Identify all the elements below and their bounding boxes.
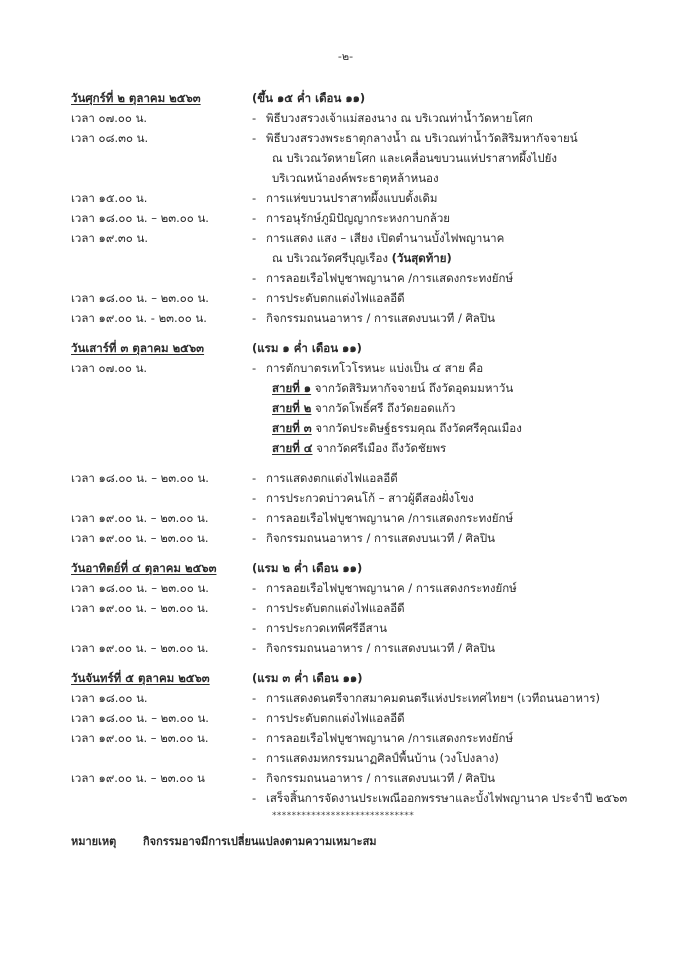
last-day-note: (วันสุดท้าย)	[391, 251, 452, 265]
time: เวลา ๑๙.๐๐ น. – ๒๓.๐๐ น.	[71, 731, 209, 745]
schedule-row	[0, 288, 691, 308]
activity: พิธีบวงสรวงพระธาตุกลางน้ำ ณ บริเวณท่าน้ำวัดสิริมหากัจจายน์	[266, 131, 578, 145]
time: เวลา ๑๘.๐๐ น. – ๒๓.๐๐ น.	[71, 471, 209, 485]
activity: การอนุรักษ์ภูมิปัญญากระหงกาบกล้วย	[266, 211, 451, 225]
time: เวลา ๑๙.๐๐ น. – ๒๓.๐๐ น.	[71, 511, 209, 525]
activity: การประดับตกแต่งไฟแอลอีดี	[266, 601, 405, 615]
schedule-row	[0, 708, 691, 728]
bullet-dash: -	[252, 791, 257, 805]
time: เวลา ๐๘.๓๐ น.	[71, 131, 149, 145]
separator-row	[0, 806, 691, 826]
schedule-row-continued	[0, 168, 691, 188]
activity: กิจกรรมถนนอาหาร / การแสดงบนเวที / ศิลปิน	[266, 641, 495, 655]
schedule-row	[0, 308, 691, 328]
schedule-row-continued	[0, 148, 691, 168]
note-text: กิจกรรมอาจมีการเปลี่ยนแปลงตามความเหมาะสม	[143, 835, 377, 848]
bullet-dash: -	[252, 731, 257, 745]
route-label: สายที่ ๑	[272, 381, 312, 395]
schedule-row	[0, 768, 691, 788]
route-row	[0, 378, 691, 398]
schedule-row	[0, 748, 691, 768]
activity: เสร็จสิ้นการจัดงานประเพณีออกพรรษาและบั้งไฟพญานาค ประจำปี ๒๕๖๓	[266, 791, 628, 805]
note-row	[0, 832, 691, 852]
activity: การประดับตกแต่งไฟแอลอีดี	[266, 711, 405, 725]
activity: พิธีบวงสรวงเจ้าแม่สองนาง ณ บริเวณท่าน้ำวัดหายโศก	[266, 111, 533, 125]
bullet-dash: -	[252, 131, 257, 145]
activity: กิจกรรมถนนอาหาร / การแสดงบนเวที / ศิลปิน	[266, 531, 495, 545]
schedule-row	[0, 528, 691, 548]
schedule-row	[0, 468, 691, 488]
time: เวลา ๑๘.๐๐ น. – ๒๓.๐๐ น.	[71, 711, 209, 725]
bullet-dash: -	[252, 511, 257, 525]
time: เวลา ๑๘.๐๐ น. – ๒๓.๐๐ น.	[71, 581, 209, 595]
bullet-dash: -	[252, 711, 257, 725]
bullet-dash: -	[252, 211, 257, 225]
time: เวลา ๐๗.๐๐ น.	[71, 111, 148, 125]
activity-continued: บริเวณหน้าองค์พระธาตุหล้าหนอง	[272, 171, 439, 185]
bullet-dash: -	[252, 271, 257, 285]
day-title: วันศุกร์ที่ ๒ ตุลาคม ๒๕๖๓	[71, 91, 201, 105]
activity-continued: ณ บริเวณวัดศรีบุญเรือง	[272, 251, 388, 265]
route-text: จากวัดศรีเมือง ถึงวัดชัยพร	[316, 441, 447, 455]
activity: การแสดงดนตรีจากสมาคมดนตรีแห่งประเทศไทยฯ (เวทีถนนอาหาร)	[266, 691, 601, 705]
lunar-date: (แรม ๒ ค่ำ เดือน ๑๑)	[252, 561, 363, 575]
activity: การลอยเรือไฟบูชาพญานาค / การแสดงกระทงยักษ์	[266, 581, 517, 595]
schedule-row	[0, 638, 691, 658]
schedule-row	[0, 598, 691, 618]
bullet-dash: -	[252, 531, 257, 545]
activity-continued: ณ บริเวณวัดหายโศก และเคลื่อนขบวนแห่ปราสาทผึ้งไปยัง	[272, 151, 557, 165]
lunar-date: (แรม ๑ ค่ำ เดือน ๑๑)	[252, 341, 362, 355]
activity: การแห่ขบวนปราสาทผึ้งแบบดั้งเดิม	[266, 191, 438, 205]
activity: กิจกรรมถนนอาหาร / การแสดงบนเวที / ศิลปิน	[266, 771, 495, 785]
note-label: หมายเหตุ	[71, 835, 117, 848]
activity: การตักบาตรเทโวโรหนะ แบ่งเป็น ๔ สาย คือ	[266, 361, 484, 375]
schedule-row	[0, 188, 691, 208]
activity: การลอยเรือไฟบูชาพญานาค /การแสดงกระทงยักษ์	[266, 511, 514, 525]
route-text: จากวัดประดิษฐ์ธรรมคุณ ถึงวัดศรีคุณเมือง	[315, 421, 522, 435]
bullet-dash: -	[252, 581, 257, 595]
schedule-row	[0, 268, 691, 288]
activity: การประกวดบ่าวคนโก้ – สาวผู้ดีสองฝั่งโขง	[266, 491, 474, 505]
schedule-row	[0, 688, 691, 708]
schedule-row	[0, 618, 691, 638]
schedule-row	[0, 728, 691, 748]
time: เวลา ๐๗.๐๐ น.	[71, 361, 148, 375]
time: เวลา ๑๕.๐๐ น.	[71, 191, 148, 205]
bullet-dash: -	[252, 491, 257, 505]
schedule-row	[0, 488, 691, 508]
day-header-row	[0, 558, 691, 578]
activity: การแสดงมหกรรมนาฏศิลป์พื้นบ้าน (วงโปงลาง)	[266, 751, 499, 765]
schedule-row	[0, 208, 691, 228]
activity: การแสดง แสง – เสียง เปิดตำนานบั้งไฟพญานาค	[266, 231, 505, 245]
route-text: จากวัดโพธิ์ศรี ถึงวัดยอดแก้ว	[315, 401, 456, 415]
activity: การประกวดเทพีศรีอีสาน	[266, 621, 387, 635]
bullet-dash: -	[252, 311, 257, 325]
schedule-row	[0, 578, 691, 598]
schedule-row	[0, 108, 691, 128]
day-header-row	[0, 88, 691, 108]
time: เวลา ๑๘.๐๐ น.	[71, 691, 148, 705]
schedule-row	[0, 228, 691, 248]
time: เวลา ๑๙.๓๐ น.	[71, 231, 148, 245]
bullet-dash: -	[252, 621, 257, 635]
time: เวลา ๑๘.๐๐ น. – ๒๓.๐๐ น.	[71, 291, 209, 305]
route-row	[0, 438, 691, 458]
route-label: สายที่ ๔	[272, 441, 313, 455]
schedule-row	[0, 788, 691, 808]
day-header-row	[0, 668, 691, 688]
lunar-date: (แรม ๓ ค่ำ เดือน ๑๑)	[252, 671, 363, 685]
bullet-dash: -	[252, 641, 257, 655]
bullet-dash: -	[252, 231, 257, 245]
bullet-dash: -	[252, 601, 257, 615]
day-header-row	[0, 338, 691, 358]
bullet-dash: -	[252, 471, 257, 485]
time: เวลา ๑๙.๐๐ น. – ๒๓.๐๐ น	[71, 771, 205, 785]
lunar-date: (ขึ้น ๑๕ ค่ำ เดือน ๑๑)	[252, 91, 366, 105]
time: เวลา ๑๘.๐๐ น. – ๒๓.๐๐ น.	[71, 211, 209, 225]
bullet-dash: -	[252, 191, 257, 205]
asterisk-separator: *****************************	[272, 811, 415, 821]
schedule-row	[0, 508, 691, 528]
activity: กิจกรรมถนนอาหาร / การแสดงบนเวที / ศิลปิน	[266, 311, 495, 325]
activity: การประดับตกแต่งไฟแอลอีดี	[266, 291, 405, 305]
time: เวลา ๑๙.๐๐ น. – ๒๓.๐๐ น.	[71, 641, 209, 655]
bullet-dash: -	[252, 361, 257, 375]
route-row	[0, 398, 691, 418]
bullet-dash: -	[252, 291, 257, 305]
time: เวลา ๑๙.๐๐ น. – ๒๓.๐๐ น.	[71, 531, 209, 545]
time: เวลา ๑๙.๐๐ น. – ๒๓.๐๐ น.	[71, 601, 209, 615]
activity: การลอยเรือไฟบูชาพญานาค /การแสดงกระทงยักษ์	[266, 271, 514, 285]
activity: การแสดงตกแต่งไฟแอลอีดี	[266, 471, 398, 485]
day-title: วันเสาร์ที่ ๓ ตุลาคม ๒๕๖๓	[71, 341, 205, 355]
bullet-dash: -	[252, 691, 257, 705]
route-row	[0, 418, 691, 438]
day-title: วันอาทิตย์ที่ ๔ ตุลาคม ๒๕๖๓	[71, 561, 217, 575]
bullet-dash: -	[252, 111, 257, 125]
activity: การลอยเรือไฟบูชาพญานาค /การแสดงกระทงยักษ์	[266, 731, 514, 745]
page-number: -๒-	[337, 50, 354, 63]
time: เวลา ๑๙.๐๐ น. - ๒๓.๐๐ น.	[71, 311, 207, 325]
day-title: วันจันทร์ที่ ๕ ตุลาคม ๒๕๖๓	[71, 671, 210, 685]
route-label: สายที่ ๓	[272, 421, 312, 435]
route-label: สายที่ ๒	[272, 401, 312, 415]
schedule-row-continued	[0, 248, 691, 268]
bullet-dash: -	[252, 771, 257, 785]
route-text: จากวัดสิริมหากัจจายน์ ถึงวัดอุดมมหาวัน	[314, 381, 514, 395]
schedule-row	[0, 128, 691, 148]
schedule-row	[0, 358, 691, 378]
bullet-dash: -	[252, 751, 257, 765]
